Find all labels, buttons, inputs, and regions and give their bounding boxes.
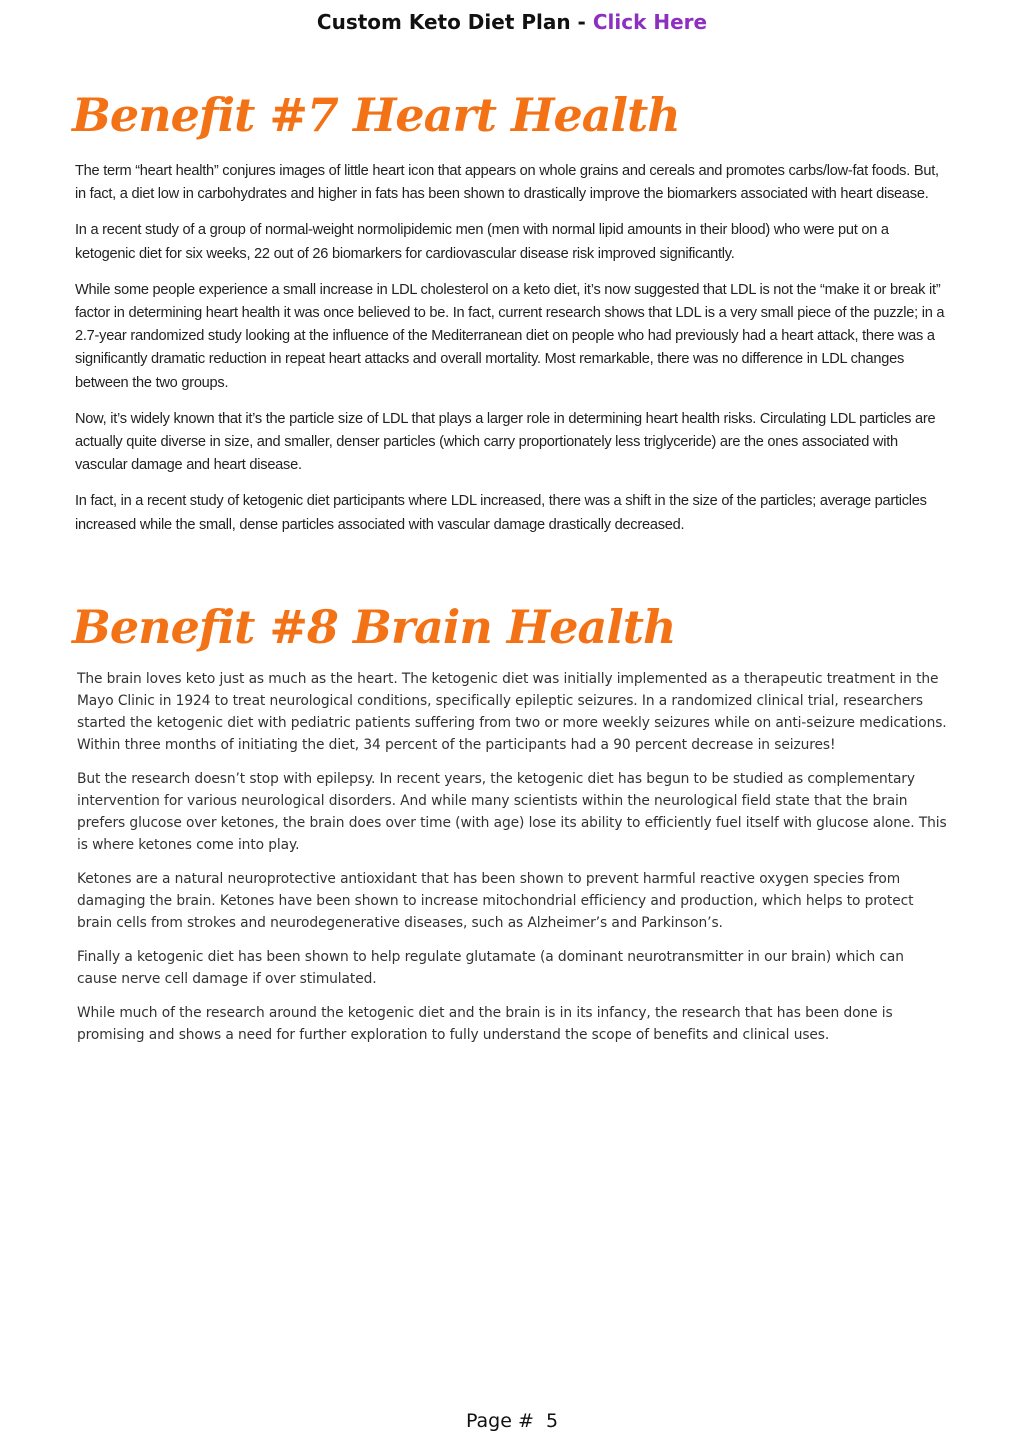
benefit-7-paragraph-5: In fact, in a recent study of ketogenic diet participants where LDL increased, there was a shift in the size of the particles; average particles increased while the small, dense particles associated with vascular damage drastically decreased.: [75, 493, 927, 533]
benefit-7-heading: Benefit #7 Heart Health: [72, 88, 680, 142]
benefit-7-paragraph-3: While some people experience a small increase in LDL cholesterol on a keto diet, it’s now suggested that LDL is not the “make it or break it” factor in determining heart health it was once believed to be. In fact, current research shows that LDL is a very small piece of the puzzle; in a 2.7-year randomized study looking at the influence of the Mediterranean diet on people who had previously had a heart attack, there was a significantly dramatic reduction in repeat heart attacks and overall mortality. Most remarkable, there was no difference in LDL changes between the two groups.: [75, 281, 945, 391]
benefit-7-body: [75, 160, 947, 550]
click-here-link[interactable]: Click Here: [592, 10, 708, 34]
benefit-8-body: [77, 668, 947, 1058]
benefit-8-paragraph-3: Ketones are a natural neuroprotective antioxidant that has been shown to prevent harmful reactive oxygen species from damaging the brain. Ketones have been shown to increase mitochondrial efficiency and production, which helps to protect brain cells from strokes and neurodegenerative diseases, such as Alzheimer’s and Parkinson’s.: [77, 871, 914, 931]
banner-text: Custom Keto Diet Plan -: [316, 10, 593, 34]
benefit-8-paragraph-4: Finally a ketogenic diet has been shown to help regulate glutamate (a dominant neurotransmitter in our brain) which can cause nerve cell damage if over stimulated.: [77, 949, 904, 987]
benefit-7-paragraph-4: Now, it’s widely known that it’s the particle size of LDL that plays a larger role in determining heart health risks. Circulating LDL particles are actually quite diverse in size, and smaller, denser particles (which carry proportionately less triglyceride) are the ones associated with vascular damage and heart disease.: [75, 410, 936, 474]
benefit-7-paragraph-1: The term “heart health” conjures images of little heart icon that appears on whole grains and cereals and promotes carbs/low-fat foods. But, in fact, a diet low in carbohydrates and higher in fats has been shown to drastically improve the biomarkers associated with heart disease.: [75, 163, 939, 203]
top-banner: [0, 10, 1024, 34]
benefit-7-paragraph-2: In a recent study of a group of normal-weight normolipidemic men (men with normal lipid amounts in their blood) who were put on a ketogenic diet for six weeks, 22 out of 26 biomarkers for cardiovascular disease risk improved significantly.: [75, 222, 889, 262]
benefit-8-paragraph-1: The brain loves keto just as much as the heart. The ketogenic diet was initially implemented as a therapeutic treatment in the Mayo Clinic in 1924 to treat neurological conditions, specifically epileptic seizures. In a randomized clinical trial, researchers started the ketogenic diet with pediatric patients suffering from two or more weekly seizures while on anti-seizure medications. Within three months of initiating the diet, 34 percent of the participants had a 90 percent decrease in seizures!: [77, 671, 947, 753]
benefit-8-heading: Benefit #8 Brain Health: [72, 600, 676, 654]
benefit-8-paragraph-5: While much of the research around the ketogenic diet and the brain is in its infancy, the research that has been done is promising and shows a need for further exploration to fully understand the scope of benefits and clinical uses.: [77, 1005, 893, 1043]
benefit-8-paragraph-2: But the research doesn’t stop with epilepsy. In recent years, the ketogenic diet has begun to be studied as complementary intervention for various neurological disorders. And while many scientists within the neurological field state that the brain prefers glucose over ketones, the brain does over time (with age) lose its ability to efficiently fuel itself with glucose alone. This is where ketones come into play.: [77, 771, 947, 853]
page-number: Page # 5: [465, 1410, 559, 1432]
